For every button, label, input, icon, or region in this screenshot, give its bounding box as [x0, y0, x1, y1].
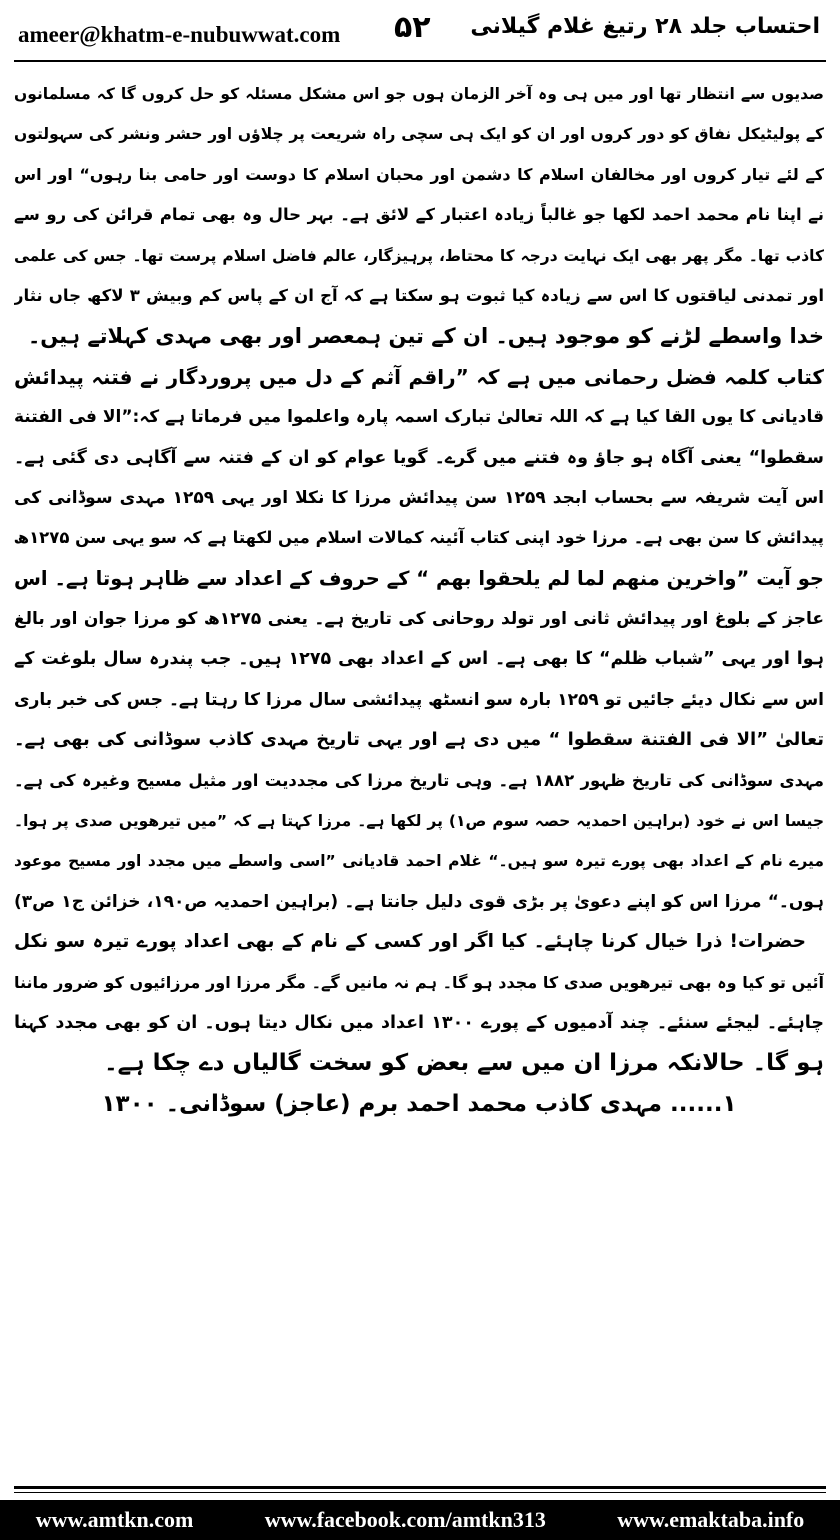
page-body	[14, 74, 824, 1124]
text-line: تعالیٰ ”الا فی الفتنة سقطوا “ میں دی ہے اور یہی تاریخ مہدی کاذب سوڈانی کی بھی ہے۔	[14, 729, 824, 751]
text-line: کتاب کلمہ فضل رحمانی میں ہے کہ ”راقم آثم کے دل میں پروردگار نے فتنہ پیدائش	[14, 364, 824, 389]
header-divider	[14, 60, 826, 62]
header-email: ameer@khatm-e-nubuwwat.com	[18, 22, 341, 47]
page-header	[0, 0, 840, 58]
text-line: حضرات! ذرا خیال کرنا چاہئے۔ کیا اگر اور کسی کے نام کے بھی اعداد پورے تیرہ سو نکل	[14, 931, 806, 953]
text-line: کے پولیٹیکل نفاق کو دور کروں اور ان کو ایک ہی سچی راہ شریعت پر چلاؤں اور حشر ونشر کی سہولتوں	[14, 125, 824, 144]
text-line: جو آیت ”واخرین منهم لما لم یلحقوا بهم “ کے حروف کے اعداد سے ظاہر ہوتا ہے۔ اس	[14, 566, 824, 590]
footer-link-amtkn[interactable]: www.amtkn.com	[35, 1507, 194, 1532]
text-line: مہدی سوڈانی کی تاریخ ظہور ۱۸۸۲ ہے۔ وہی تاریخ مرزا کی مجددیت اور مثیل مسیح وغیرہ کی ہے۔	[14, 770, 824, 790]
text-line: چاہئے۔ لیجئے سنئے۔ چند آدمیوں کے پورے ۱۳۰۰ اعداد میں نکال دیتا ہوں۔ ان کو بھی مجدد کہنا	[14, 1012, 824, 1033]
footer-link-facebook[interactable]: www.facebook.com/amtkn313	[264, 1507, 546, 1532]
text-line: میرے نام کے اعداد بھی پورے تیرہ سو ہیں۔“ غلام احمد قادیانی ”اسی واسطے میں مجدد اور مسیح موعود	[14, 852, 824, 871]
footer-divider-thick	[14, 1486, 826, 1489]
text-line: نے اپنا نام محمد احمد لکھا جو غالباً زیادہ اعتبار کے لائق ہے۔ بہر حال وہ بھی تمام قرائن کی رو سے	[14, 205, 824, 225]
text-line: آئیں تو کیا وہ بھی تیرھویں صدی کا مجدد ہو گا۔ ہم نہ مانیں گے۔ مگر مرزا اور مرزائیوں کو ضرور ماننا	[14, 972, 824, 992]
text-line: ہوا اور یہی ”شباب ظلم“ کا بھی ہے۔ اس کے اعداد بھی ۱۲۷۵ ہیں۔ جب پندرہ سال بلوغت کے	[14, 649, 824, 670]
footer-divider-thin	[14, 1492, 826, 1493]
text-line: ہو گا۔ حالانکہ مرزا ان میں سے بعض کو سخت گالیاں دے چکا ہے۔	[104, 1050, 824, 1077]
text-line: قادیانی کا یوں القا کیا ہے کہ اللہ تعالیٰ تبارک اسمہ پارہ واعلموا میں فرماتا ہے کہ:”الا فی الفتنة	[14, 407, 824, 428]
footer-bar	[0, 1500, 840, 1540]
text-line: ہوں۔“ مرزا اس کو اپنے دعویٰ پر بڑی قوی دلیل جانتا ہے۔ (براہین احمدیہ ص۱۹۰، خزائن ج۱ ص۳)	[14, 891, 824, 912]
text-line: صدیوں سے انتظار تھا اور میں ہی وہ آخر الزمان ہوں جو اس مشکل مسئلہ کو حل کروں گا کہ مسلمانوں	[14, 85, 824, 103]
text-line: خدا واسطے لڑنے کو موجود ہیں۔ ان کے تین ہمعصر اور بھی مہدی کہلاتے ہیں۔	[27, 324, 824, 349]
page-number: ۵۲	[394, 10, 431, 45]
book-title: احتساب جلد ۲۸ رتیغ غلام گیلانی	[470, 14, 820, 39]
text-line: اور تمدنی لیاقتوں کا اس سے زیادہ کیا ثبوت ہو سکتا ہے کہ آج ان کے پاس کم وبیش ۳ لاکھ جاں نثار	[14, 285, 824, 305]
footer-link-emaktaba[interactable]: www.emaktaba.info	[617, 1507, 805, 1532]
text-line: عاجز کے بلوغ اور پیدائش ثانی اور تولد روحانی کی تاریخ ہے۔ یعنی ۱۲۷۵ھ کو مرزا جوان اور بالغ	[14, 609, 824, 630]
text-line: کے لئے تیار کروں اور مخالفان اسلام کا دشمن اور محبان اسلام کا دوست اور حامی بنا رہوں“ اور اس	[14, 164, 824, 184]
text-line: کاذب تھا۔ مگر پھر بھی ایک نہایت درجہ کا محتاط، پرہیزگار، عالم فاضل اسلام پرست تھا۔ جس کی علمی	[14, 246, 824, 265]
text-line: اس آیت شریفہ سے بحساب ابجد ۱۲۵۹ سن پیدائش مرزا کا نکلا اور یہی ۱۲۵۹ مہدی سوڈانی کی	[14, 487, 824, 508]
text-line: پیدائش کا سن بھی ہے۔ مرزا خود اپنی کتاب آئینہ کمالات اسلام میں لکھتا ہے کہ سو یہی سن ۱۲۷۵ھ	[14, 528, 824, 548]
text-line: جیسا اس نے خود (براہین احمدیہ حصہ سوم ص۱) پر لکھا ہے۔ مرزا کہتا ہے کہ ”میں تیرھویں صدی پر ہوا۔	[14, 812, 824, 831]
text-line: سقطوا“ یعنی آگاہ ہو جاؤ وہ فتنے میں گرے۔ گویا عوام کو ان کے فتنہ سے آگاہی دی گئی ہے۔	[14, 447, 824, 468]
signature-line: ۱...... مہدی کاذب محمد احمد برم (عاجز) سوڈانی۔ ۱۳۰۰	[101, 1090, 737, 1117]
text-line: اس سے نکال دیئے جائیں تو ۱۲۵۹ بارہ سو انسٹھ پیدائشی سال مرزا کا رہتا ہے۔ جس کی خبر باری	[14, 689, 824, 710]
